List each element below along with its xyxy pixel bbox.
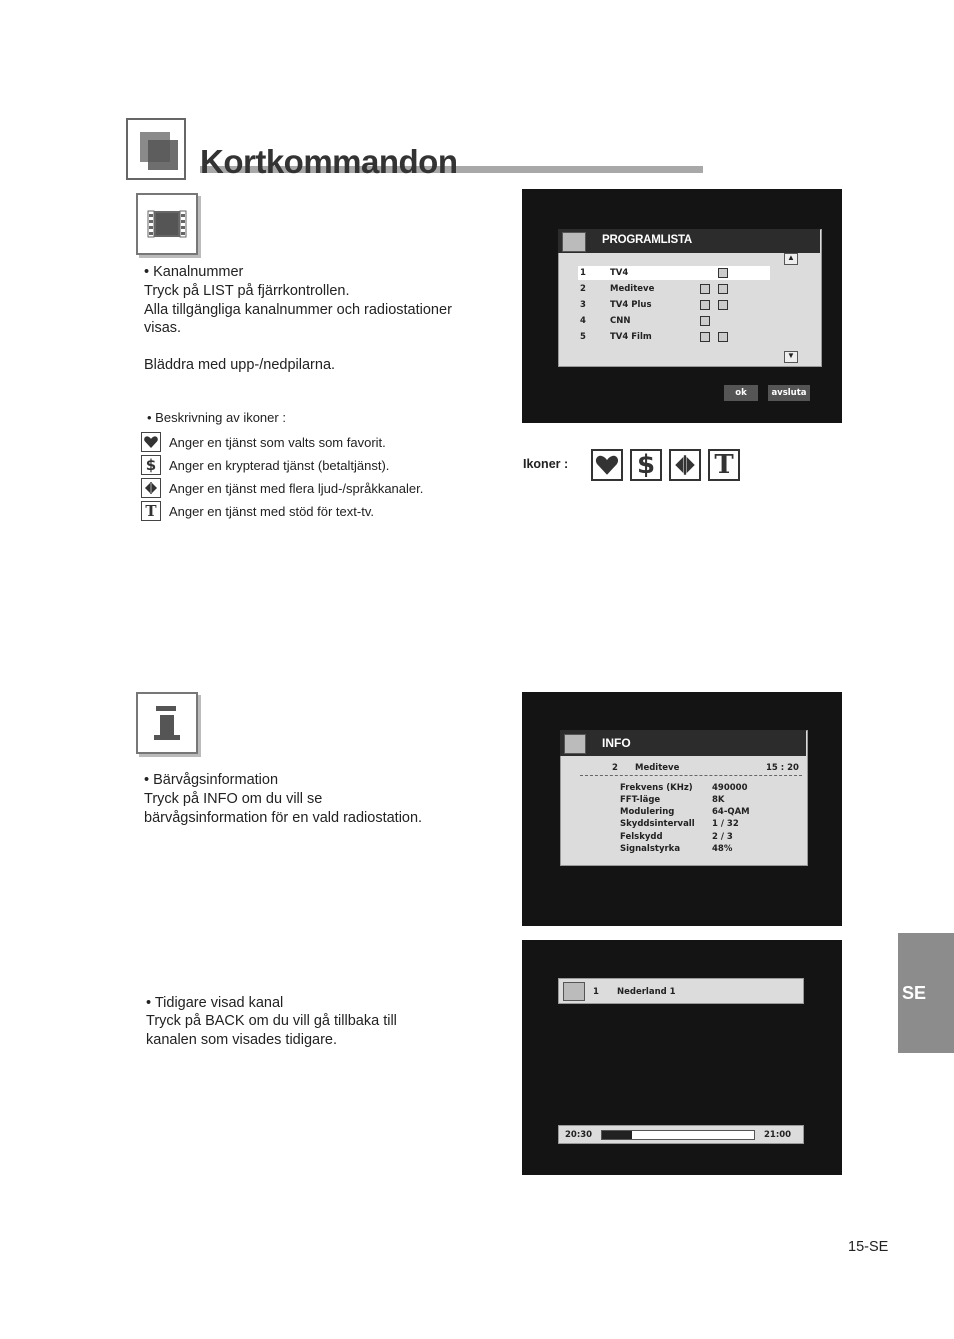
info-label: Modulering bbox=[620, 807, 675, 817]
dollar-icon bbox=[700, 316, 710, 326]
icons-heading: • Beskrivning av ikoner : bbox=[147, 410, 286, 425]
banner-channel-num: 1 bbox=[593, 987, 599, 997]
dollar-icon: $ bbox=[630, 449, 662, 481]
row-name: Mediteve bbox=[610, 284, 655, 294]
tv-screen-programlista bbox=[522, 189, 842, 423]
dollar-icon: $ bbox=[141, 455, 161, 475]
info-time: 15 : 20 bbox=[766, 763, 799, 773]
language-tab-label: SE bbox=[902, 983, 927, 1003]
icon-desc: Anger en tjänst som valts som favorit. bbox=[169, 435, 386, 450]
audio-icon bbox=[669, 449, 701, 481]
info-title: INFO bbox=[602, 736, 631, 750]
info-value: 2 / 3 bbox=[712, 832, 733, 842]
row-number: 4 bbox=[580, 316, 586, 326]
row-name: TV4 bbox=[610, 268, 629, 278]
teletext-icon bbox=[718, 284, 728, 294]
info-value: 1 / 32 bbox=[712, 819, 739, 829]
ikoner-label: Ikoner : bbox=[523, 457, 569, 471]
info-value: 48% bbox=[712, 844, 733, 854]
table-row[interactable] bbox=[580, 284, 655, 294]
icon-desc: Anger en krypterad tjänst (betaltjänst). bbox=[169, 458, 390, 473]
row-number: 1 bbox=[580, 268, 586, 278]
row-name: CNN bbox=[610, 316, 631, 326]
teletext-icon: T bbox=[141, 501, 161, 521]
programlista-header bbox=[558, 229, 820, 253]
icon-desc: Anger en tjänst med flera ljud-/språkkanaler. bbox=[169, 481, 424, 496]
section1-line: Tryck på LIST på fjärrkontrollen. bbox=[144, 283, 350, 299]
section2-heading: • Bärvågsinformation bbox=[144, 772, 279, 788]
scroll-up-button[interactable]: ▲ bbox=[784, 253, 798, 265]
dollar-icon bbox=[700, 332, 710, 342]
info-channel-num: 2 bbox=[612, 763, 618, 773]
scroll-note: Bläddra med upp-/nedpilarna. bbox=[144, 357, 336, 373]
section2-line: Tryck på INFO om du vill se bbox=[144, 791, 323, 807]
info-header bbox=[560, 730, 806, 756]
dollar-icon bbox=[700, 284, 710, 294]
scroll-down-button[interactable]: ▼ bbox=[784, 351, 798, 363]
section1-heading: • Kanalnummer bbox=[144, 264, 244, 280]
section2-text bbox=[144, 790, 422, 827]
info-label: FFT-läge bbox=[620, 795, 661, 805]
info-label: Signalstyrka bbox=[620, 844, 681, 854]
section1-line: visas. bbox=[144, 320, 182, 336]
progress-track bbox=[601, 1130, 755, 1140]
section3-text bbox=[146, 1012, 397, 1049]
icon-desc: Anger en tjänst med stöd för text-tv. bbox=[169, 504, 374, 519]
start-time: 20:30 bbox=[565, 1130, 593, 1140]
info-label: Felskydd bbox=[620, 832, 663, 842]
info-icon bbox=[136, 692, 198, 754]
progress-fill bbox=[602, 1131, 632, 1139]
row-number: 3 bbox=[580, 300, 586, 310]
section3-heading: • Tidigare visad kanal bbox=[146, 995, 284, 1011]
table-row[interactable] bbox=[580, 332, 652, 342]
info-value: 8K bbox=[712, 795, 725, 805]
page-number: 15-SE bbox=[848, 1239, 889, 1255]
language-tab bbox=[898, 933, 954, 1053]
row-name: TV4 Plus bbox=[610, 300, 652, 310]
heart-icon bbox=[141, 432, 161, 452]
section3-line: kanalen som visades tidigare. bbox=[146, 1031, 338, 1048]
teletext-icon: T bbox=[708, 449, 740, 481]
progress-bar-panel bbox=[558, 1125, 804, 1144]
info-channel-name: Mediteve bbox=[635, 763, 680, 773]
title-icon bbox=[126, 118, 186, 180]
row-number: 5 bbox=[580, 332, 586, 342]
table-row[interactable] bbox=[580, 316, 631, 326]
row-name: TV4 Film bbox=[610, 332, 652, 342]
teletext-icon bbox=[718, 268, 728, 278]
end-time: 21:00 bbox=[764, 1130, 792, 1140]
section1-text bbox=[144, 282, 504, 338]
tv-screen-banner bbox=[522, 940, 842, 1175]
programlista-title: PROGRAMLISTA bbox=[602, 234, 693, 246]
table-row[interactable] bbox=[580, 268, 629, 278]
table-row[interactable] bbox=[580, 300, 652, 310]
banner-channel-name: Nederland 1 bbox=[617, 987, 676, 997]
selected-row-highlight bbox=[578, 266, 770, 280]
exit-button[interactable]: avsluta bbox=[768, 385, 810, 401]
heart-icon bbox=[591, 449, 623, 481]
info-value: 490000 bbox=[712, 783, 748, 793]
info-divider bbox=[580, 775, 802, 776]
section1-line: Alla tillgängliga kanalnummer och radiostationer bbox=[144, 301, 452, 318]
teletext-icon bbox=[718, 332, 728, 342]
ok-button[interactable]: ok bbox=[724, 385, 758, 401]
section2-line: bärvågsinformation för en vald radiostation. bbox=[144, 809, 423, 826]
section3-line: Tryck på BACK om du vill gå tillbaka till bbox=[146, 1013, 397, 1029]
film-icon bbox=[562, 232, 586, 252]
channel-banner bbox=[558, 978, 804, 1004]
audio-icon bbox=[700, 300, 710, 310]
info-label: Skyddsintervall bbox=[620, 819, 695, 829]
info-value: 64-QAM bbox=[712, 807, 750, 817]
info-icon bbox=[564, 734, 586, 754]
row-number: 2 bbox=[580, 284, 586, 294]
audio-icon bbox=[141, 478, 161, 498]
info-label: Frekvens (KHz) bbox=[620, 783, 693, 793]
tv-screen-info bbox=[522, 692, 842, 926]
info-icon bbox=[563, 982, 585, 1001]
page-title: Kortkommandon bbox=[200, 143, 458, 180]
channel-list-icon bbox=[136, 193, 198, 255]
teletext-icon bbox=[718, 300, 728, 310]
